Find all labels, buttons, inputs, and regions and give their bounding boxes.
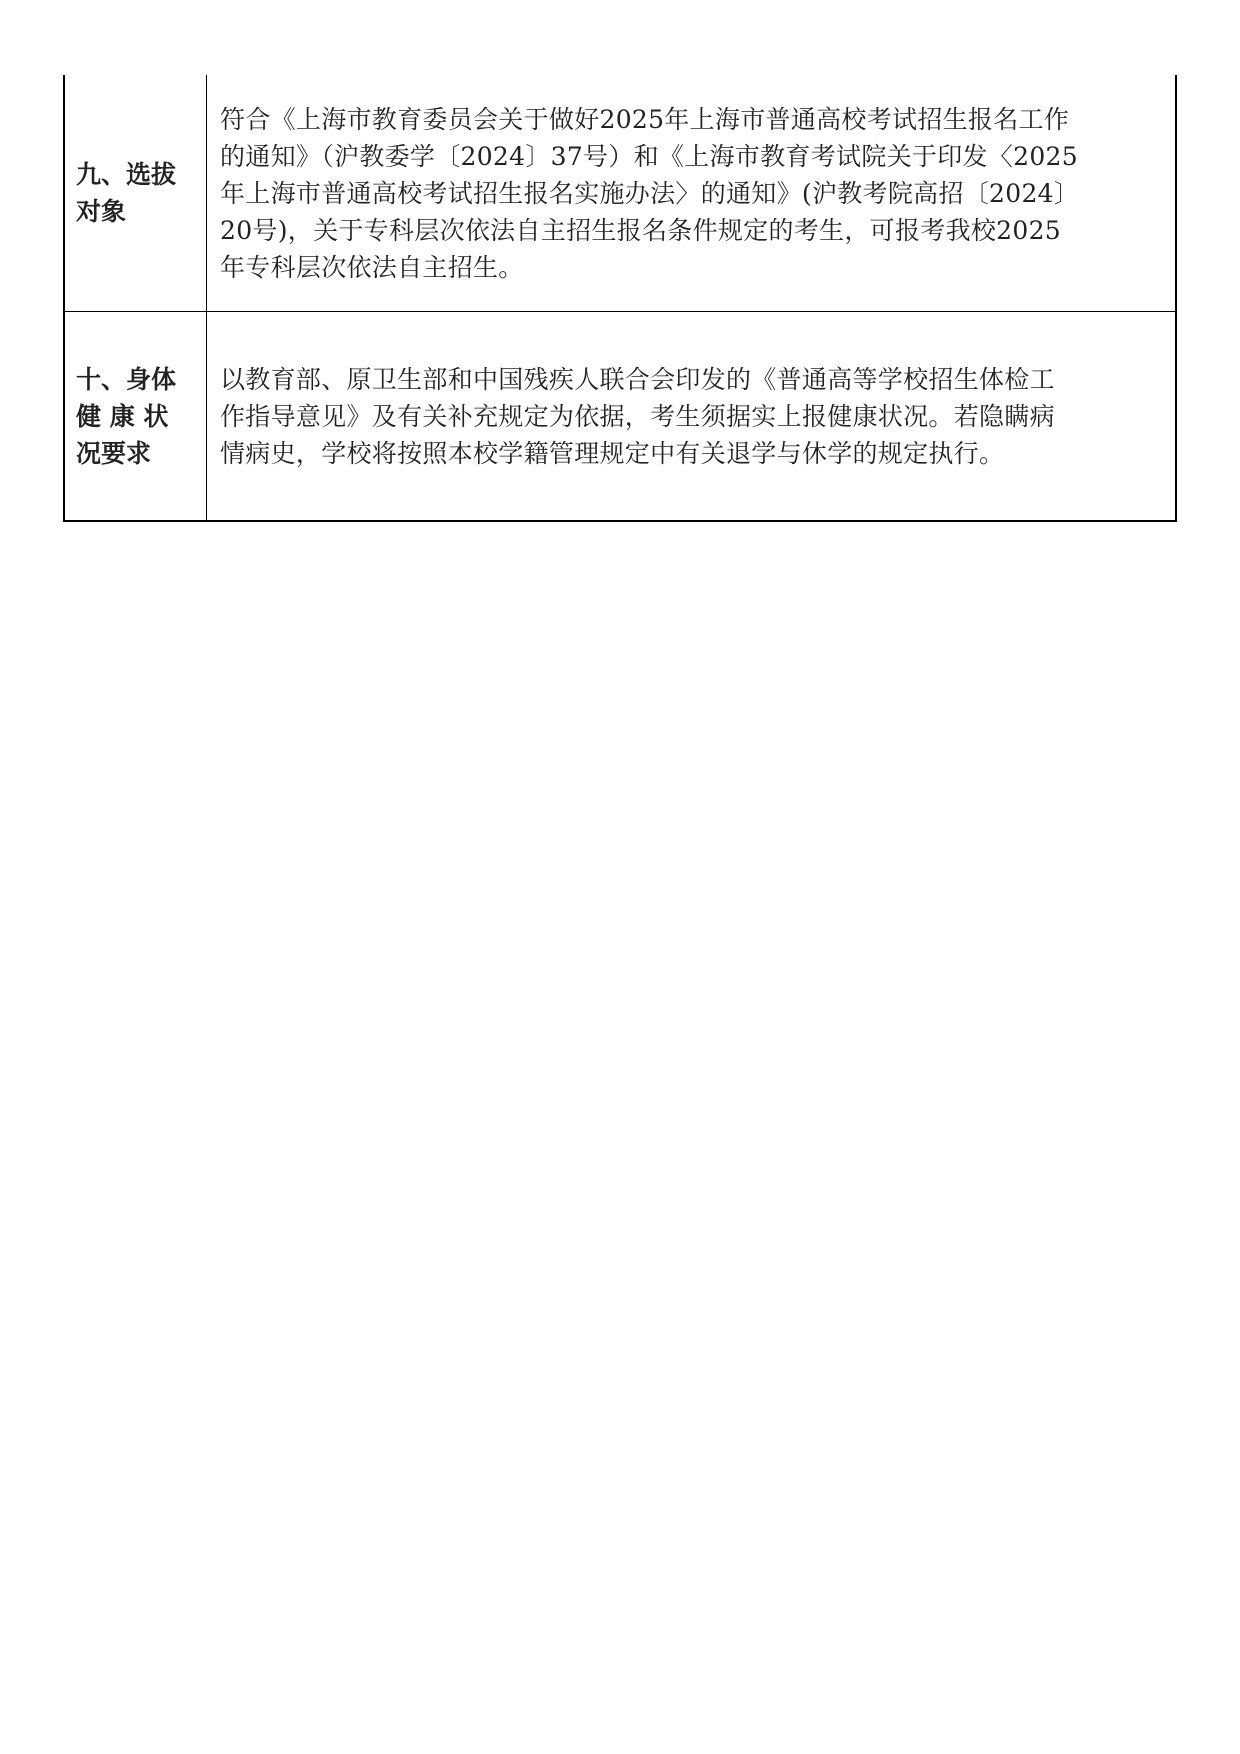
table-row-selection-target	[64, 75, 1176, 312]
label-line: 十、身体	[76, 364, 177, 394]
row-content-health-requirements	[207, 312, 1177, 522]
row-label-health-requirements	[64, 312, 207, 522]
content-line: 作指导意见》及有关补充规定为依据，考生须据实上报健康状况。若隐瞒病	[220, 401, 1055, 431]
content-line: 20号)，关于专科层次依法自主招生报名条件规定的考生，可报考我校2025	[220, 215, 1061, 245]
content-line: 年专科层次依法自主招生。	[220, 252, 524, 282]
label-line: 况要求	[76, 438, 152, 468]
label-line: 九、选拔	[76, 160, 177, 189]
row-label-selection-target	[64, 75, 207, 312]
content-line: 符合《上海市教育委员会关于做好2025年上海市普通高校考试招生报名工作	[220, 104, 1070, 134]
label-line: 健 康 状	[76, 401, 169, 431]
content-line: 以教育部、原卫生部和中国残疾人联合会印发的《普通高等学校招生体检工	[220, 364, 1055, 394]
content-line: 年上海市普通高校考试招生报名实施办法〉的通知》(沪教考院高招〔2024〕	[220, 178, 1080, 208]
content-line: 情病史，学校将按照本校学籍管理规定中有关退学与休学的规定执行。	[220, 438, 1005, 468]
content-line: 的通知》（沪教委学〔2024〕37号）和《上海市教育考试院关于印发〈2025	[220, 141, 1078, 171]
requirements-table	[63, 75, 1177, 522]
label-line: 对象	[76, 197, 127, 226]
table-row-health-requirements	[64, 312, 1176, 522]
row-content-selection-target	[207, 75, 1177, 312]
